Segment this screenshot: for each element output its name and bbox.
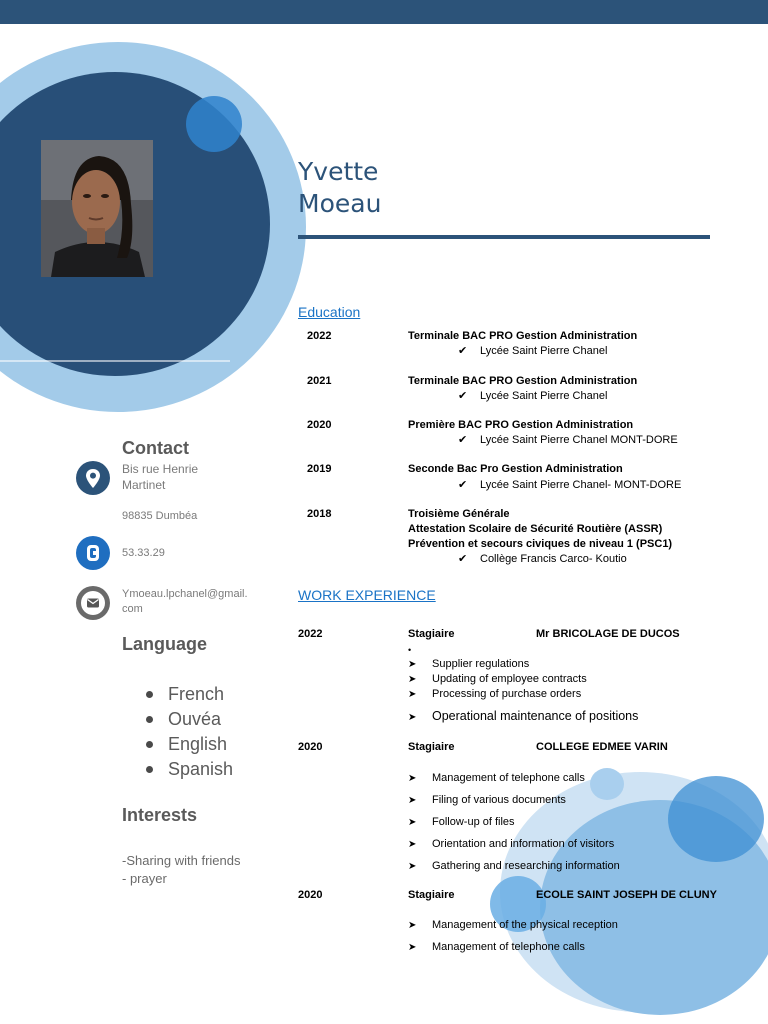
work-task: ➤ Management of the physical reception (408, 919, 618, 931)
profile-photo (41, 140, 153, 277)
arrow-icon: ➤ (408, 942, 417, 953)
check-icon: ✔ (458, 434, 468, 446)
location-pin-icon (76, 461, 110, 495)
education-school: ✔ Collège Francis Carco- Koutio (458, 553, 627, 565)
language-item: French (146, 682, 233, 707)
work-role: Stagiaire (408, 889, 455, 901)
work-task: ➤ Processing of purchase orders (408, 688, 582, 700)
work-task: ➤ Management of telephone calls (408, 941, 585, 953)
education-school: ✔ Lycée Saint Pierre Chanel- MONT-DORE (458, 479, 682, 491)
language-list (146, 682, 233, 782)
education-school: ✔ Lycée Saint Pierre Chanel MONT-DORE (458, 434, 678, 446)
education-title: Terminale BAC PRO Gestion Administration (408, 375, 638, 387)
work-role: Stagiaire (408, 741, 455, 753)
decor-circle-bottom-bubble (668, 776, 764, 862)
work-year: 2020 (298, 741, 323, 753)
education-heading: Education (298, 304, 361, 320)
decor-circle-bottom-bubble (590, 768, 624, 800)
work-task: ➤ Management of telephone calls (408, 772, 585, 784)
bullet-dot: • (408, 645, 412, 655)
arrow-icon: ➤ (408, 773, 417, 784)
interest-item: - prayer (122, 871, 167, 886)
decor-line (0, 360, 230, 362)
education-title: Seconde Bac Pro Gestion Administration (408, 463, 623, 475)
language-item: English (146, 732, 233, 757)
contact-address: Bis rue Henrie Martinet (122, 462, 199, 492)
education-year: 2020 (307, 419, 332, 431)
work-year: 2020 (298, 889, 323, 901)
contact-city: 98835 Dumbéa (122, 510, 198, 522)
work-task: ➤ Operational maintenance of positions (408, 709, 639, 723)
arrow-icon: ➤ (408, 817, 417, 828)
mail-icon (76, 586, 110, 620)
education-school: ✔ Lycée Saint Pierre Chanel (458, 390, 608, 402)
education-year: 2022 (307, 330, 332, 342)
work-task: ➤ Updating of employee contracts (408, 673, 587, 685)
interest-item: -Sharing with friends (122, 853, 241, 868)
arrow-icon: ➤ (408, 861, 417, 872)
arrow-icon: ➤ (408, 795, 417, 806)
top-bar (0, 0, 768, 24)
contact-email[interactable]: Ymoeau.lpchanel@gmail. com (122, 588, 248, 615)
education-year: 2021 (307, 375, 332, 387)
check-icon: ✔ (458, 345, 468, 357)
work-employer: COLLEGE EDMEE VARIN (536, 741, 668, 753)
decor-circle-small (186, 96, 242, 152)
arrow-icon: ➤ (408, 712, 417, 723)
contact-phone[interactable]: 53.33.29 (122, 547, 165, 559)
work-role: Stagiaire (408, 628, 455, 640)
arrow-icon: ➤ (408, 674, 417, 685)
arrow-icon: ➤ (408, 920, 417, 931)
work-employer: Mr BRICOLAGE DE DUCOS (536, 628, 680, 640)
check-icon: ✔ (458, 479, 468, 491)
work-year: 2022 (298, 628, 323, 640)
arrow-icon: ➤ (408, 839, 417, 850)
candidate-name (298, 156, 381, 220)
check-icon: ✔ (458, 390, 468, 402)
work-task: ➤ Gathering and researching information (408, 860, 620, 872)
arrow-icon: ➤ (408, 659, 417, 670)
education-title: Première BAC PRO Gestion Administration (408, 419, 634, 431)
education-title: Terminale BAC PRO Gestion Administration (408, 330, 638, 342)
work-task: ➤ Filing of various documents (408, 794, 566, 806)
first-name: Yvette (298, 157, 379, 186)
education-title: Troisième Générale Attestation Scolaire de Sécurité Routière (ASSR) Prévention et secours civiques de niveau 1 (PSC1) (408, 508, 673, 550)
education-school: ✔ Lycée Saint Pierre Chanel (458, 345, 608, 357)
education-year: 2019 (307, 463, 332, 475)
interests-heading: Interests (122, 805, 198, 825)
work-employer: ECOLE SAINT JOSEPH DE CLUNY (536, 889, 717, 901)
work-task: ➤ Follow-up of files (408, 816, 515, 828)
education-year: 2018 (307, 508, 332, 520)
work-heading: WORK EXPERIENCE (298, 587, 436, 603)
language-item: Spanish (146, 757, 233, 782)
language-heading: Language (122, 634, 208, 654)
work-task: ➤ Orientation and information of visitors (408, 838, 615, 850)
phone-icon (76, 536, 110, 570)
arrow-icon: ➤ (408, 689, 417, 700)
contact-heading: Contact (122, 438, 189, 458)
check-icon: ✔ (458, 553, 468, 565)
work-task: ➤ Supplier regulations (408, 658, 530, 670)
language-item: Ouvéa (146, 707, 233, 732)
last-name: Moeau (298, 189, 382, 218)
name-divider (298, 235, 710, 239)
